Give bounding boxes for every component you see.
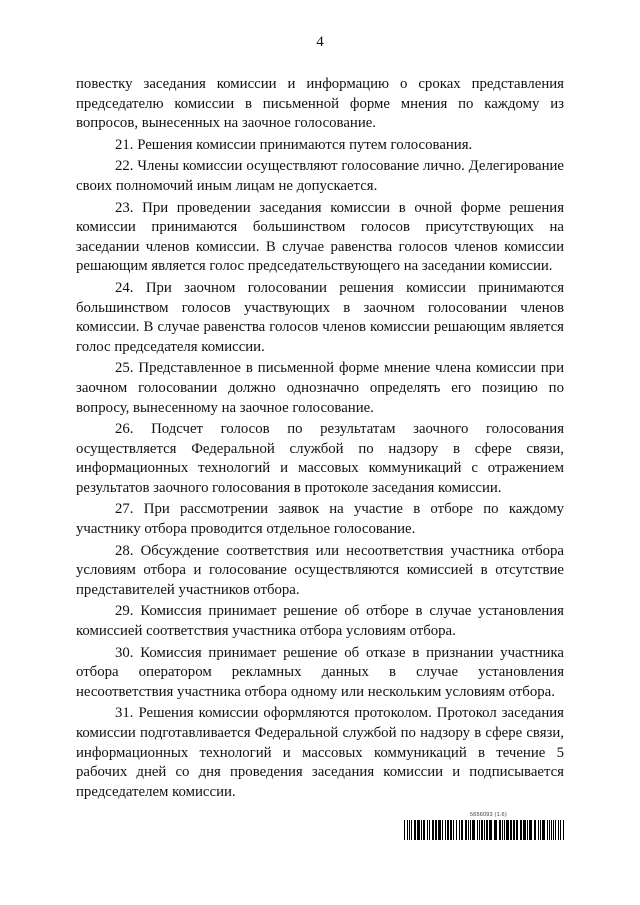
paragraph-30: 30. Комиссия принимает решение об отказе в признании участника отбора оператором рекламных данных в случае установления несоответствия участника отбора одному или нескольким условиям отбора. [76,644,564,700]
barcode-bar [459,820,460,840]
barcode-bar [409,820,410,840]
barcode-bar [563,820,564,840]
barcode-bar [484,820,485,840]
barcode-bar [538,820,539,840]
paragraph-continuation: повестку заседания комиссии и информацию о сроках представления председателю комиссии в письменной форме мнения по каждому из вопросов, вынесенных на заочное голосование. [76,76,564,132]
paragraph-25: 25. Представленное в письменной форме мнение члена комиссии при заочном голосовании должно однозначно определять его позицию по вопросу, вынесенному на заочное голосование. [76,360,564,416]
barcode-bar [558,820,559,840]
document-body [76,75,564,802]
barcode-bar [555,820,556,840]
barcode-bar [442,820,443,840]
barcode-bar [486,820,488,840]
barcode-bar [461,820,463,840]
page-number: 4 [316,34,324,50]
barcode-bar [527,820,528,840]
barcode-bar [549,820,550,840]
barcode-bar [435,820,437,840]
paragraph-23: 23. При проведении заседания комиссии в очной форме решения комиссии принимаются большинством голосов присутствующих на заседании членов комиссии. В случае равенства голосов членов комиссии решающим является голос председательствующего на заседании комиссии. [76,199,564,275]
barcode-bar [553,820,554,840]
barcode-bar [421,820,422,840]
barcode-bar [534,820,536,840]
barcode-bar [540,820,541,840]
document-code: 5656093 (1.6) [470,812,507,818]
barcode-bar [547,820,548,840]
barcode-bar [472,820,475,840]
barcode-bar [506,820,509,840]
barcode-bar [504,820,505,840]
barcode-bar [417,820,420,840]
barcode-bar [551,820,552,840]
barcode-bar [489,820,492,840]
paragraph-31: 31. Решения комиссии оформляются протоколом. Протокол заседания комиссии подготавливается Федеральной службой по надзору в сфере связи, информационных технологий и массовых коммуникаций в течение 5 рабочих дней со дня проведения заседания комиссии и подписывается председателем комиссии. [76,705,564,800]
barcode-bar [470,820,471,840]
paragraph-22: 22. Члены комиссии осуществляют голосование лично. Делегирование своих полномочий иным лицам не допускается. [76,158,564,194]
barcode-bar [427,820,428,840]
barcode-bar [453,820,454,840]
barcode-bar [510,820,512,840]
barcode-bar [450,820,452,840]
barcode-bar [542,820,545,840]
paragraph-24: 24. При заочном голосовании решения комиссии принимаются большинством голосов участвующих в заочном голосовании членов комиссии. В случае равенства голосов членов комиссии решающим является голос председателя комиссии. [76,279,564,355]
paragraph-27: 27. При рассмотрении заявок на участие в отборе по каждому участнику отбора проводится отдельное голосование. [76,501,564,538]
barcode-bar [481,820,483,840]
paragraph-28: 28. Обсуждение соответствия или несоответствия участника отбора условиям отбора и голосование осуществляются комиссией в отсутствие представителей участников отбора. [76,542,564,598]
barcode-bar [447,820,449,840]
barcode-bar [499,820,501,840]
paragraph-29: 29. Комиссия принимает решение об отборе в случае установления комиссией соответствия участника отбора условиям отбора. [76,603,564,640]
barcode-bar [465,820,467,840]
barcode-bar [407,820,408,840]
barcode-bar [429,820,430,840]
barcode-bar [494,820,497,840]
paragraph-21: 21. Решения комиссии принимаются путем голосования. [115,136,473,153]
barcode-bar [523,820,526,840]
barcode-bar [529,820,532,840]
barcode-bar [479,820,480,840]
barcode-bar [456,820,457,840]
paragraph-26: 26. Подсчет голосов по результатам заочного голосования осуществляется Федеральной службой по надзору в сфере связи, информационных технологий и массовых коммуникаций с отражением результатов заочного голосования в протоколе заседания комиссии. [76,421,564,496]
barcode-bar [477,820,478,840]
barcode-bar [560,820,561,840]
barcode-icon [404,820,565,840]
barcode-bar [438,820,441,840]
barcode-bar [411,820,412,840]
barcode-bar [516,820,518,840]
barcode-bar [414,820,416,840]
barcode-bar [513,820,515,840]
barcode-bar [502,820,503,840]
barcode-bar [520,820,522,840]
barcode-bar [423,820,425,840]
barcode-bar [468,820,469,840]
barcode-bar [404,820,405,840]
barcode-bar [445,820,446,840]
barcode-bar [432,820,434,840]
